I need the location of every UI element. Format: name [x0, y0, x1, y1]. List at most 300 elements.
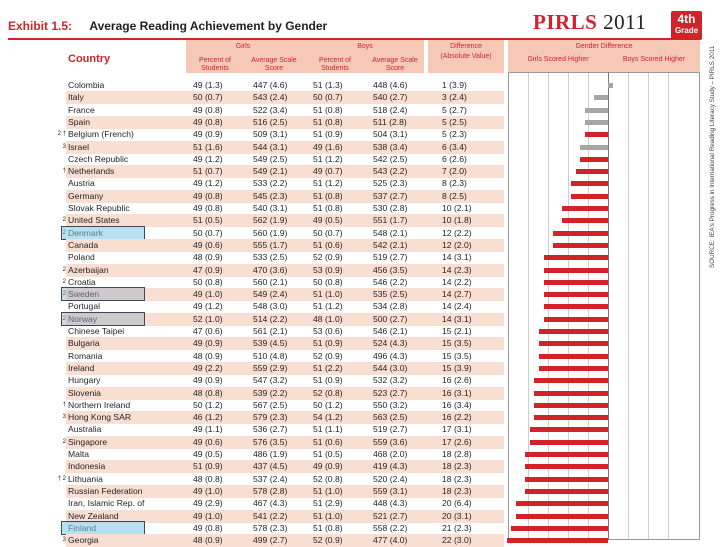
girls-percent-cell: 49 (0.9) [193, 129, 223, 140]
boys-percent-cell: 50 (0.7) [313, 227, 343, 238]
difference-bar [525, 452, 608, 457]
girls-percent-cell: 49 (0.6) [193, 436, 223, 447]
boys-score-cell: 520 (2.4) [373, 473, 408, 484]
difference-bar [539, 366, 608, 371]
girls-percent-cell: 50 (0.7) [193, 92, 223, 103]
country-name: Azerbaijan [68, 264, 109, 275]
difference-bar [534, 403, 608, 408]
girls-percent-cell: 49 (1.0) [193, 485, 223, 496]
girls-score-cell: 560 (1.9) [253, 227, 288, 238]
girls-score-cell: 447 (4.6) [253, 80, 288, 90]
boys-score-cell: 504 (3.1) [373, 129, 408, 140]
country-name: Norway [68, 313, 98, 324]
boys-percent-cell: 51 (0.6) [313, 239, 343, 250]
girls-score-cell: 549 (2.5) [253, 153, 288, 164]
boys-score-cell: 546 (2.2) [373, 276, 408, 287]
table-row [0, 460, 720, 473]
difference-bar [585, 120, 608, 125]
table-row [0, 473, 720, 486]
difference-bar [544, 255, 608, 260]
boys-percent-cell: 52 (0.9) [313, 350, 343, 361]
boys-percent-cell: 51 (1.2) [313, 153, 343, 164]
girls-percent-cell: 52 (1.0) [193, 313, 223, 324]
country-name: Hong Kong SAR [68, 412, 132, 423]
difference-cell: 21 (2.3) [442, 522, 472, 533]
boys-score-cell: 534 (2.8) [373, 301, 408, 312]
difference-bar [511, 526, 608, 531]
country-name: Canada [68, 239, 99, 250]
difference-cell: 16 (2.6) [442, 375, 472, 386]
girls-percent-cell: 49 (0.8) [193, 104, 223, 115]
boys-score-cell: 518 (2.4) [373, 104, 408, 115]
girls-percent-cell: 49 (0.9) [193, 375, 223, 386]
boys-score-cell: 542 (2.5) [373, 153, 408, 164]
boys-percent-cell: 52 (0.9) [313, 252, 343, 263]
boys-percent-cell: 51 (2.2) [313, 362, 343, 373]
table-row [0, 350, 720, 363]
country-name: Ireland [68, 362, 95, 373]
country-name: United States [68, 215, 120, 226]
country-name: Hungary [68, 375, 101, 386]
girls-score-cell: 537 (2.4) [253, 473, 288, 484]
boys-score-cell: 524 (4.3) [373, 338, 408, 349]
girls-percent-cell: 48 (0.9) [193, 535, 223, 546]
girls-percent-header: Percent of Students [199, 57, 231, 72]
exhibit-header [0, 0, 720, 40]
boys-score-cell: 542 (2.1) [373, 239, 408, 250]
boys-percent-cell: 50 (1.2) [313, 399, 343, 410]
difference-bar [553, 231, 608, 236]
table-row [0, 91, 720, 104]
difference-cell: 18 (2.3) [442, 461, 472, 472]
girls-percent-cell: 49 (1.0) [193, 510, 223, 521]
boys-percent-cell: 51 (0.8) [313, 116, 343, 127]
girls-score-cell: 549 (2.1) [253, 166, 288, 177]
boys-percent-cell: 54 (1.2) [313, 412, 343, 423]
girls-percent-cell: 51 (0.5) [193, 215, 223, 226]
country-name: Poland [68, 252, 95, 263]
footnote-mark: † [62, 168, 66, 175]
table-row [0, 411, 720, 424]
country-name: Malta [68, 449, 90, 459]
country-name: Colombia [68, 80, 105, 90]
girls-percent-cell: 49 (1.0) [193, 289, 223, 300]
difference-cell: 8 (2.5) [442, 190, 467, 201]
gender-diff-header: Gender Difference [575, 43, 633, 50]
table-row [0, 128, 720, 141]
difference-cell: 14 (2.2) [442, 276, 472, 287]
girls-score-cell: 579 (2.3) [253, 412, 288, 423]
grade-word: Grade [674, 26, 699, 35]
boys-score-cell: 496 (4.3) [373, 350, 408, 361]
country-name: Romania [68, 350, 103, 361]
girls-score-cell: 533 (2.5) [253, 252, 288, 263]
table-row [0, 264, 720, 277]
country-name: Iran, Islamic Rep. of [68, 498, 145, 509]
country-name: Bulgaria [68, 338, 100, 349]
table-row [0, 497, 720, 510]
boys-score-cell: 448 (4.3) [373, 498, 408, 509]
girls-score-cell: 499 (2.7) [253, 535, 288, 546]
difference-cell: 17 (3.1) [442, 424, 472, 435]
country-name: Portugal [68, 301, 101, 312]
girls-score-cell: 545 (2.3) [253, 190, 288, 201]
girls-percent-cell: 51 (0.7) [193, 166, 223, 177]
pirls-logo [533, 10, 646, 35]
boys-score-cell: 535 (2.5) [373, 289, 408, 300]
boys-percent-cell: 51 (0.9) [313, 129, 343, 140]
country-name: France [68, 104, 95, 115]
boys-score-cell: 546 (2.1) [373, 326, 408, 336]
difference-cell: 14 (3.1) [442, 313, 472, 324]
difference-bar [525, 477, 608, 482]
country-name: Lithuania [68, 473, 103, 484]
boys-percent-cell: 53 (0.6) [313, 326, 343, 336]
country-name: Singapore [68, 436, 108, 447]
girls-score-cell: 536 (2.7) [253, 424, 288, 435]
girls-score-cell: 548 (3.0) [253, 301, 288, 312]
boys-percent-cell: 51 (1.1) [313, 424, 343, 435]
country-name: Chinese Taipei [68, 326, 125, 336]
footnote-mark: 3 [62, 537, 66, 544]
country-name: Israel [68, 141, 90, 152]
girls-score-cell: 522 (3.4) [253, 104, 288, 115]
difference-bar [539, 341, 608, 346]
table-row [0, 202, 720, 215]
difference-cell: 16 (3.4) [442, 399, 472, 410]
difference-bar [530, 440, 608, 445]
girls-score-cell: 544 (3.1) [253, 141, 288, 152]
boys-score-cell: 550 (3.2) [373, 399, 408, 410]
difference-header: Difference [450, 43, 482, 50]
girls-percent-cell: 49 (1.3) [193, 80, 223, 90]
girls-percent-cell: 49 (0.8) [193, 190, 223, 201]
girls-percent-cell: 48 (0.9) [193, 252, 223, 263]
boys-percent-cell: 51 (0.8) [313, 203, 343, 213]
girls-score-cell: 509 (3.1) [253, 129, 288, 140]
difference-cell: 1 (3.9) [442, 80, 467, 90]
footnote-mark: 2 [62, 315, 66, 322]
boys-header: Boys [357, 43, 373, 50]
difference-bar [544, 292, 608, 297]
table-row [0, 362, 720, 375]
boys-score-cell: 540 (2.7) [373, 92, 408, 103]
difference-bar [608, 83, 613, 88]
boys-score-cell: 544 (3.0) [373, 362, 408, 373]
girls-score-cell: 555 (1.7) [253, 239, 288, 250]
difference-bar [539, 354, 608, 359]
country-name: Indonesia [68, 461, 106, 472]
table-row [0, 177, 720, 190]
girls-percent-cell: 50 (1.2) [193, 399, 223, 410]
boys-percent-cell: 51 (1.2) [313, 301, 343, 312]
difference-cell: 5 (2.7) [442, 104, 467, 115]
table-row [0, 399, 720, 412]
boys-score-cell: 537 (2.7) [373, 190, 408, 201]
table-row [0, 423, 720, 436]
difference-bar [585, 108, 608, 113]
difference-cell: 20 (6.4) [442, 498, 472, 509]
difference-bar [544, 304, 608, 309]
girls-score-cell: 486 (1.9) [253, 449, 288, 459]
difference-cell: 14 (2.7) [442, 289, 472, 300]
boys-percent-cell: 50 (0.7) [313, 92, 343, 103]
difference-bar [516, 514, 608, 519]
difference-cell: 3 (2.4) [442, 92, 467, 103]
girls-score-cell: 470 (3.6) [253, 264, 288, 275]
boys-percent-cell: 51 (0.8) [313, 522, 343, 533]
difference-cell: 6 (2.6) [442, 153, 467, 164]
difference-cell: 17 (2.6) [442, 436, 472, 447]
difference-cell: 10 (2.1) [442, 203, 472, 213]
girls-score-cell: 562 (1.9) [253, 215, 288, 226]
exhibit-heading: Average Reading Achievement by Gender [89, 19, 328, 33]
difference-cell: 10 (1.8) [442, 215, 472, 226]
table-row [0, 436, 720, 449]
country-name: Slovak Republic [68, 203, 130, 213]
girls-higher-header: Girls Scored Higher [527, 56, 589, 63]
country-name: Germany [68, 190, 104, 201]
girls-percent-cell: 49 (2.9) [193, 498, 223, 509]
girls-score-cell: 547 (3.2) [253, 375, 288, 386]
boys-score-cell: 538 (3.4) [373, 141, 408, 152]
table-row [0, 448, 720, 461]
girls-percent-cell: 50 (0.7) [193, 227, 223, 238]
boys-score-cell: 521 (2.7) [373, 510, 408, 521]
highlight-box [61, 312, 145, 326]
boys-percent-cell: 49 (0.5) [313, 215, 343, 226]
boys-percent-cell: 53 (0.9) [313, 264, 343, 275]
country-name: Italy [68, 92, 84, 103]
girls-percent-cell: 48 (0.8) [193, 473, 223, 484]
table-row [0, 141, 720, 154]
girls-percent-cell: 49 (0.5) [193, 449, 223, 459]
boys-score-cell: 456 (3.5) [373, 264, 408, 275]
table-row [0, 374, 720, 387]
difference-bar [525, 489, 608, 494]
grade-badge [671, 11, 702, 40]
grade-number: 4th [677, 12, 696, 26]
boys-percent-cell: 49 (1.6) [313, 141, 343, 152]
footnote-mark: 2 [62, 278, 66, 285]
girls-scale-header: Average Scale Score [251, 57, 297, 72]
boys-score-cell: 530 (2.8) [373, 203, 408, 213]
country-name: Northern Ireland [68, 399, 131, 410]
boys-percent-cell: 52 (0.8) [313, 473, 343, 484]
difference-bar [562, 206, 608, 211]
boys-scale-header: Average Scale Score [372, 57, 418, 72]
boys-score-cell: 559 (3.1) [373, 485, 408, 496]
boys-percent-cell: 51 (1.3) [313, 80, 343, 90]
difference-cell: 20 (3.1) [442, 510, 472, 521]
boys-score-cell: 519 (2.7) [373, 252, 408, 263]
girls-percent-cell: 47 (0.9) [193, 264, 223, 275]
country-name: Croatia [68, 276, 96, 287]
boys-score-cell: 551 (1.7) [373, 215, 408, 226]
girls-score-cell: 549 (2.4) [253, 289, 288, 300]
girls-percent-cell: 49 (2.2) [193, 362, 223, 373]
boys-percent-cell: 51 (1.0) [313, 485, 343, 496]
footnote-mark: 2 [62, 266, 66, 273]
difference-subheader: (Absolute Value) [440, 53, 492, 60]
boys-score-cell: 419 (4.3) [373, 461, 408, 472]
difference-bar [530, 427, 608, 432]
difference-cell: 12 (2.0) [442, 239, 472, 250]
country-name: Georgia [68, 535, 99, 546]
table-row [0, 165, 720, 178]
difference-cell: 12 (2.2) [442, 227, 472, 238]
footnote-mark: 3 [62, 143, 66, 150]
girls-score-cell: 514 (2.2) [253, 313, 288, 324]
girls-score-cell: 567 (2.5) [253, 399, 288, 410]
country-name: Russian Federation [68, 485, 143, 496]
difference-cell: 8 (2.3) [442, 178, 467, 189]
highlight-box [61, 287, 145, 301]
boys-score-cell: 525 (2.3) [373, 178, 408, 189]
girls-score-cell: 467 (4.3) [253, 498, 288, 509]
girls-score-cell: 560 (2.1) [253, 276, 288, 287]
difference-cell: 5 (2.5) [442, 116, 467, 127]
table-row [0, 239, 720, 252]
boys-percent-cell: 52 (0.8) [313, 387, 343, 398]
country-name: Czech Republic [68, 153, 129, 164]
boys-score-cell: 543 (2.2) [373, 166, 408, 177]
difference-bar [594, 95, 608, 100]
difference-bar [553, 243, 608, 248]
difference-cell: 15 (3.5) [442, 338, 472, 349]
girls-header: Girls [235, 43, 251, 50]
girls-score-cell: 559 (2.9) [253, 362, 288, 373]
difference-cell: 6 (3.4) [442, 141, 467, 152]
boys-score-cell: 523 (2.7) [373, 387, 408, 398]
girls-score-cell: 578 (2.3) [253, 522, 288, 533]
boys-score-cell: 563 (2.5) [373, 412, 408, 423]
girls-percent-cell: 46 (1.2) [193, 412, 223, 423]
difference-cell: 14 (2.3) [442, 264, 472, 275]
difference-cell: 15 (2.1) [442, 326, 472, 336]
girls-percent-cell: 47 (0.6) [193, 326, 223, 336]
country-name: Belgium (French) [68, 129, 134, 140]
footnote-mark: 2 [62, 291, 66, 298]
country-name: Spain [68, 116, 90, 127]
difference-cell: 14 (3.1) [442, 252, 472, 263]
table-row [0, 104, 720, 117]
girls-percent-cell: 49 (0.8) [193, 203, 223, 213]
girls-percent-cell: 48 (0.8) [193, 387, 223, 398]
difference-cell: 15 (3.5) [442, 350, 472, 361]
girls-score-cell: 540 (3.1) [253, 203, 288, 213]
boys-score-cell: 477 (4.0) [373, 535, 408, 546]
country-column-header: Country [68, 53, 111, 65]
difference-cell: 18 (2.3) [442, 473, 472, 484]
boys-score-cell: 548 (2.1) [373, 227, 408, 238]
difference-cell: 5 (2.3) [442, 129, 467, 140]
pirls-brand: PIRLS [533, 10, 598, 34]
difference-cell: 18 (2.3) [442, 485, 472, 496]
table-row [0, 116, 720, 129]
exhibit-label: Exhibit 1.5: [8, 19, 73, 33]
table-row [0, 534, 720, 547]
boys-higher-header: Boys Scored Higher [622, 56, 686, 63]
boys-percent-cell: 51 (1.2) [313, 178, 343, 189]
difference-cell: 16 (3.1) [442, 387, 472, 398]
boys-score-cell: 558 (2.2) [373, 522, 408, 533]
boys-percent-cell: 51 (2.9) [313, 498, 343, 509]
footnote-mark: † [62, 401, 66, 408]
boys-score-cell: 511 (2.8) [373, 116, 407, 127]
difference-bar [534, 378, 608, 383]
girls-percent-cell: 49 (0.9) [193, 338, 223, 349]
boys-score-cell: 448 (4.6) [373, 80, 408, 90]
girls-percent-cell: 49 (0.6) [193, 239, 223, 250]
footnote-mark: 2 † [57, 131, 66, 138]
girls-score-cell: 578 (2.8) [253, 485, 288, 496]
difference-bar [539, 329, 608, 334]
difference-bar [544, 268, 608, 273]
difference-bar [516, 501, 608, 506]
country-name: New Zealand [68, 510, 119, 521]
girls-score-cell: 543 (2.4) [253, 92, 288, 103]
difference-bar [534, 415, 608, 420]
girls-percent-cell: 49 (1.2) [193, 301, 223, 312]
boys-percent-cell: 49 (0.7) [313, 166, 343, 177]
girls-score-cell: 437 (4.5) [253, 461, 288, 472]
boys-percent-cell: 51 (0.8) [313, 104, 343, 115]
girls-score-cell: 516 (2.5) [253, 116, 288, 127]
boys-percent-cell: 51 (0.9) [313, 338, 343, 349]
boys-percent-cell: 51 (1.0) [313, 510, 343, 521]
country-name: Netherlands [68, 166, 115, 177]
difference-cell: 22 (3.0) [442, 535, 472, 546]
table-row [0, 153, 720, 166]
footnote-mark: 3 [62, 414, 66, 421]
difference-cell: 18 (2.8) [442, 449, 472, 459]
difference-cell: 16 (2.2) [442, 412, 472, 423]
difference-bar [585, 132, 608, 137]
girls-percent-cell: 49 (1.1) [193, 424, 223, 435]
girls-score-cell: 576 (3.5) [253, 436, 288, 447]
girls-score-cell: 561 (2.1) [253, 326, 288, 336]
footnote-mark: † 2 [57, 475, 66, 482]
difference-bar [525, 464, 608, 469]
difference-bar [562, 218, 608, 223]
difference-bar [534, 391, 608, 396]
boys-score-cell: 468 (2.0) [373, 449, 408, 459]
boys-score-cell: 519 (2.7) [373, 424, 408, 435]
boys-score-cell: 500 (2.7) [373, 313, 408, 324]
girls-percent-cell: 51 (1.6) [193, 141, 223, 152]
table-row [0, 251, 720, 264]
boys-percent-header: Percent of Students [319, 57, 351, 72]
girls-percent-cell: 51 (0.9) [193, 461, 223, 472]
difference-bar [544, 317, 608, 322]
country-name: Austria [68, 178, 95, 189]
girls-percent-cell: 48 (0.9) [193, 350, 223, 361]
boys-percent-cell: 50 (0.8) [313, 276, 343, 287]
difference-bar [580, 145, 608, 150]
highlight-box [61, 521, 145, 535]
table-row [0, 485, 720, 498]
boys-percent-cell: 52 (0.9) [313, 535, 343, 546]
boys-score-cell: 532 (3.2) [373, 375, 408, 386]
difference-bar [571, 181, 608, 186]
girls-score-cell: 539 (2.2) [253, 387, 288, 398]
boys-percent-cell: 51 (0.5) [313, 449, 343, 459]
country-name: Slovenia [68, 387, 101, 398]
girls-score-cell: 539 (4.5) [253, 338, 288, 349]
difference-bar [544, 280, 608, 285]
girls-score-cell: 541 (2.2) [253, 510, 288, 521]
